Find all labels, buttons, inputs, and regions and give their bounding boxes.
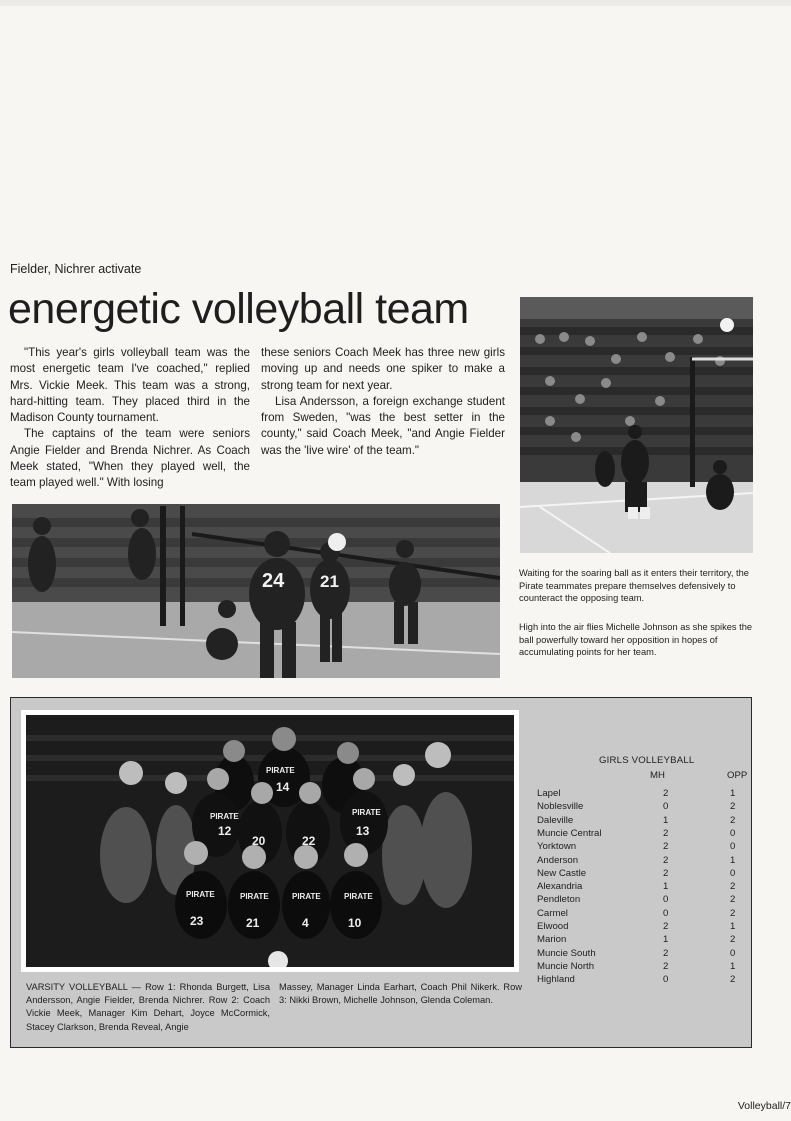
team-roster-caption-1: VARSITY VOLLEYBALL — Row 1: Rhonda Burgett, Lisa Andersson, Angie Fielder, Brenda Nichrer. Row 2: Coach Vickie Meek, Manager Kim Dehart, Joyce McCormick, Stacey Clarkson, Brenda Reveal, Angie [26, 982, 270, 1032]
article-paragraph: these seniors Coach Meek has three new girls moving up and needs one spiker to make a strong team for next year. [261, 346, 505, 392]
opponent-name: Highland [537, 974, 575, 986]
main-headline: energetic volleyball team [8, 285, 469, 333]
scores-row [536, 934, 746, 947]
opponent-name: Noblesville [537, 801, 584, 813]
jersey-word: PIRATE [292, 892, 321, 901]
scores-row [536, 908, 746, 921]
article-paragraph: The captains of the team were seniors Angie Fielder and Brenda Nichrer. As Coach Meek stated, "When they played well, the team played well." With losing [10, 427, 250, 490]
action-jersey-24: 24 [262, 570, 285, 592]
team-photo [26, 715, 514, 967]
scores-title: GIRLS VOLLEYBALL [599, 755, 695, 766]
mh-score: 2 [663, 827, 669, 839]
opp-score: 0 [730, 827, 736, 839]
jersey-word: PIRATE [210, 812, 239, 821]
team-photo-frame [21, 710, 519, 972]
team-jersey-23: 23 [190, 914, 204, 928]
opp-score: 2 [730, 907, 736, 919]
mh-score: 2 [663, 841, 669, 853]
team-jersey-22: 22 [302, 834, 316, 848]
mh-score: 1 [663, 814, 669, 826]
mh-score: 0 [663, 894, 669, 906]
jersey-word: PIRATE [240, 892, 269, 901]
opp-score: 1 [730, 854, 736, 866]
mh-score: 2 [663, 921, 669, 932]
photo-caption-spike: High into the air flies Michelle Johnson as she spikes the ball powerfully toward her opposition in hopes of accumulating points for her team. [519, 622, 753, 658]
scores-header-mh: MH [650, 770, 665, 781]
opponent-name: Marion [537, 934, 567, 946]
photo-caption-waiting: Waiting for the soaring ball as it enters their territory, the Pirate teammates prepare themselves defensively to counteract the opposing team. [519, 568, 749, 604]
opp-score: 2 [730, 801, 736, 813]
opp-score: 1 [730, 960, 736, 972]
opponent-name: Lapel [537, 788, 561, 799]
opp-score: 2 [730, 974, 736, 986]
action-jersey-21: 21 [320, 572, 339, 591]
scores-row [536, 921, 746, 934]
team-jersey-12: 12 [218, 824, 232, 838]
photo-spike-action [12, 504, 500, 678]
mh-score: 0 [663, 974, 669, 986]
jersey-word: PIRATE [352, 808, 381, 817]
scores-row [536, 974, 746, 987]
team-jersey-21: 21 [246, 916, 260, 930]
mh-score: 2 [663, 960, 669, 972]
opponent-name: Anderson [537, 854, 579, 866]
jersey-word: PIRATE [344, 892, 373, 901]
opp-score: 2 [730, 814, 736, 826]
opp-score: 1 [730, 788, 736, 799]
opponent-name: Muncie South [537, 947, 596, 959]
mh-score: 0 [663, 801, 669, 813]
opponent-name: New Castle [537, 867, 587, 879]
opponent-name: Elwood [537, 921, 569, 932]
kicker-headline: Fielder, Nichrer activate [10, 262, 142, 276]
scores-row [536, 868, 746, 881]
scores-row [536, 855, 746, 868]
article-column-2 [261, 345, 505, 459]
opp-score: 2 [730, 894, 736, 906]
article-column-1 [10, 345, 250, 492]
opponent-name: Muncie Central [537, 827, 602, 839]
opp-score: 1 [730, 921, 736, 932]
photo-players-waiting [520, 297, 753, 553]
opponent-name: Alexandria [537, 881, 583, 893]
mh-score: 0 [663, 907, 669, 919]
opp-score: 2 [730, 934, 736, 946]
page-folio: Volleyball/7 [737, 1100, 791, 1112]
scores-row [536, 788, 746, 801]
scores-row [536, 961, 746, 974]
opponent-name: Carmel [537, 907, 568, 919]
scores-row [536, 801, 746, 814]
scores-row [536, 841, 746, 854]
article-paragraph: "This year's girls volleyball team was the most energetic team I've coached," replied Mrs. Vickie Meek. This team was a strong, hard-hitting team. They placed third in the Madison County tournament. [10, 346, 250, 425]
jersey-word: PIRATE [186, 890, 215, 899]
opponent-name: Yorktown [537, 841, 577, 853]
team-jersey-10: 10 [348, 916, 362, 930]
team-jersey-back-14: 14 [276, 780, 290, 794]
scores-row [536, 815, 746, 828]
scores-row [536, 948, 746, 961]
scores-row [536, 881, 746, 894]
opponent-name: Muncie North [537, 960, 595, 972]
jersey-word: PIRATE [266, 766, 295, 775]
opp-score: 0 [730, 867, 736, 879]
opp-score: 0 [730, 947, 736, 959]
scores-row [536, 828, 746, 841]
mh-score: 2 [663, 788, 669, 799]
mh-score: 2 [663, 854, 669, 866]
mh-score: 1 [663, 934, 669, 946]
team-jersey-20: 20 [252, 834, 266, 848]
opponent-name: Daleville [537, 814, 574, 826]
mh-score: 2 [663, 867, 669, 879]
opp-score: 2 [730, 881, 736, 893]
mh-score: 1 [663, 881, 669, 893]
opponent-name: Pendleton [537, 894, 581, 906]
team-roster-caption-2: Massey, Manager Linda Earhart, Coach Phil Nikerk. Row 3: Nikki Brown, Michelle Johnson, Glenda Coleman. [279, 982, 522, 1006]
opp-score: 0 [730, 841, 736, 853]
team-jersey-4: 4 [302, 916, 309, 930]
article-paragraph: Lisa Andersson, a foreign exchange student from Sweden, "was the best setter in the county," said Coach Meek, "and Angie Fielder was the 'live wire' of the team." [261, 394, 505, 457]
team-jersey-13: 13 [356, 824, 370, 838]
scores-header-opp: OPP [727, 770, 748, 781]
mh-score: 2 [663, 947, 669, 959]
page-top-edge [0, 0, 791, 6]
scores-row [536, 894, 746, 907]
